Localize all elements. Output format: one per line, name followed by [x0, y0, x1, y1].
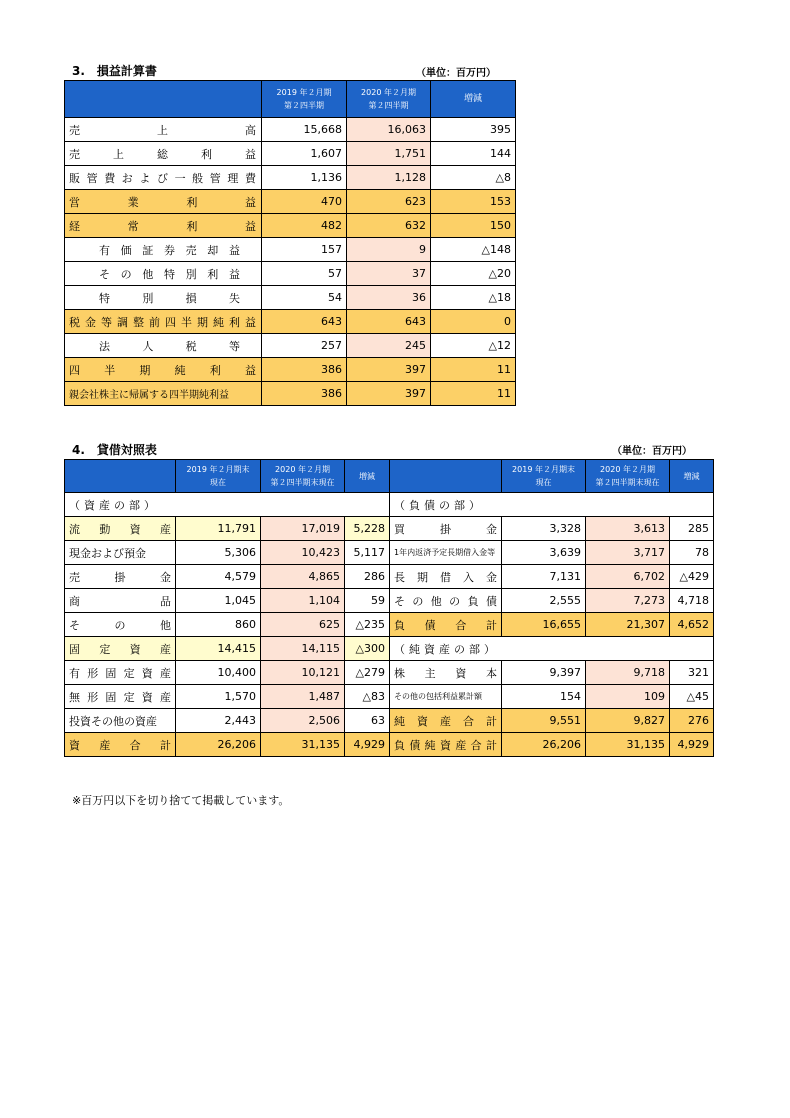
right-section-head [390, 493, 714, 517]
left-value-c: 286 [345, 565, 390, 589]
pl-title: 3. 損益計算書 [72, 64, 157, 78]
right-value-a: 3,639 [502, 541, 586, 565]
pl-row [65, 238, 516, 262]
left-row-label [65, 541, 176, 565]
bs-header-blank-right [390, 460, 502, 493]
left-row-label-text: 固 定 資 産 [69, 642, 171, 656]
left-row-label [65, 661, 176, 685]
pl-value-c: △148 [431, 238, 516, 262]
left-value-a: 2,443 [176, 709, 261, 733]
right-value-c: 78 [670, 541, 714, 565]
right-row-label-text: 1年内返済予定長期借入金等 [394, 548, 496, 557]
bs-row [65, 637, 714, 661]
pl-header-diff: 増減 [431, 81, 516, 118]
pl-value-a: 470 [262, 190, 347, 214]
right-row-label [390, 733, 502, 757]
right-section-head-text: （純資産の部） [394, 642, 499, 656]
pl-row-label-text: 税 金 等 調 整 前 四 半 期 純 利 益 [69, 315, 256, 329]
right-row-label-text: 負 債 純 資 産 合 計 [394, 738, 497, 752]
right-value-a: 3,328 [502, 517, 586, 541]
pl-row-label-text: 親会社株主に帰属する四半期純利益 [69, 390, 229, 401]
footnote: ※百万円以下を切り捨てて掲載しています。 [72, 794, 290, 807]
pl-row-label-text: 特 別 損 失 [99, 291, 240, 305]
left-value-a: 1,570 [176, 685, 261, 709]
bs-row [65, 733, 714, 757]
pl-row [65, 358, 516, 382]
pl-value-a: 54 [262, 286, 347, 310]
pl-row [65, 166, 516, 190]
left-value-b: 1,104 [261, 589, 345, 613]
right-value-a: 7,131 [502, 565, 586, 589]
right-value-a: 154 [502, 685, 586, 709]
right-row-label-text: そ の 他 の 負 債 [394, 594, 497, 608]
left-value-b: 4,865 [261, 565, 345, 589]
bs-header-curr-right: 2020 年２月期 第２四半期末現在 [586, 460, 670, 493]
right-value-a: 26,206 [502, 733, 586, 757]
right-value-c: △429 [670, 565, 714, 589]
left-row-label [65, 589, 176, 613]
pl-row-label [65, 358, 262, 382]
pl-row-label [65, 142, 262, 166]
pl-value-c: 11 [431, 358, 516, 382]
pl-row [65, 214, 516, 238]
left-row-label-text: 資 産 合 計 [69, 738, 171, 752]
right-row-label [390, 709, 502, 733]
balance-sheet-table [64, 459, 714, 757]
bs-header-prev-right: 2019 年２月期末 現在 [502, 460, 586, 493]
right-row-label-text: 株 主 資 本 [394, 666, 497, 680]
pl-value-c: △8 [431, 166, 516, 190]
right-row-label-text: 純 資 産 合 計 [394, 714, 497, 728]
bs-header-prev-left: 2019 年２月期末 現在 [176, 460, 261, 493]
pl-unit: （単位：百万円） [416, 68, 496, 79]
pl-row-label [65, 334, 262, 358]
pl-value-b: 397 [347, 358, 431, 382]
bs-row [65, 589, 714, 613]
pl-row [65, 142, 516, 166]
pl-value-c: △18 [431, 286, 516, 310]
pl-value-c: 11 [431, 382, 516, 406]
pl-row-label-text: 売 上 総 利 益 [69, 147, 256, 161]
pl-row [65, 310, 516, 334]
left-value-b: 14,115 [261, 637, 345, 661]
pl-value-a: 257 [262, 334, 347, 358]
left-value-c: 59 [345, 589, 390, 613]
pl-value-c: 150 [431, 214, 516, 238]
pl-value-a: 57 [262, 262, 347, 286]
pl-row [65, 382, 516, 406]
right-value-b: 109 [586, 685, 670, 709]
left-row-label [65, 565, 176, 589]
pl-value-a: 643 [262, 310, 347, 334]
pl-row-label [65, 286, 262, 310]
pl-value-c: 0 [431, 310, 516, 334]
pl-value-b: 397 [347, 382, 431, 406]
right-value-b: 31,135 [586, 733, 670, 757]
pl-value-b: 623 [347, 190, 431, 214]
left-row-label-text: 売 掛 金 [69, 570, 171, 584]
right-value-a: 9,397 [502, 661, 586, 685]
pl-row-label [65, 118, 262, 142]
right-row-label-text: 買 掛 金 [394, 522, 497, 536]
pl-value-b: 16,063 [347, 118, 431, 142]
bs-row [65, 541, 714, 565]
pl-row-label [65, 238, 262, 262]
bs-row [65, 613, 714, 637]
pl-header-blank [65, 81, 262, 118]
pl-row-label [65, 262, 262, 286]
pl-value-a: 482 [262, 214, 347, 238]
pl-value-b: 245 [347, 334, 431, 358]
pl-row-label-text: そ の 他 特 別 利 益 [99, 267, 240, 281]
left-value-b: 10,121 [261, 661, 345, 685]
pl-value-a: 157 [262, 238, 347, 262]
left-row-label [65, 709, 176, 733]
pl-value-a: 15,668 [262, 118, 347, 142]
right-value-b: 3,717 [586, 541, 670, 565]
pl-row [65, 190, 516, 214]
right-value-c: 4,652 [670, 613, 714, 637]
pl-value-c: 395 [431, 118, 516, 142]
left-row-label [65, 517, 176, 541]
right-row-label-text: その他の包括利益累計額 [394, 692, 482, 701]
pl-header-prev: 2019 年２月期 第２四半期 [262, 81, 347, 118]
left-value-b: 1,487 [261, 685, 345, 709]
bs-title: 4. 貸借対照表 [72, 443, 157, 457]
pl-value-b: 1,128 [347, 166, 431, 190]
right-value-b: 7,273 [586, 589, 670, 613]
right-value-c: 4,929 [670, 733, 714, 757]
right-value-c: 321 [670, 661, 714, 685]
right-value-b: 6,702 [586, 565, 670, 589]
pl-row-label-text: 販 管 費 お よ び 一 般 管 理 費 [69, 171, 256, 185]
left-row-label [65, 637, 176, 661]
left-row-label-text: 流 動 資 産 [69, 522, 171, 536]
left-row-label [65, 685, 176, 709]
pl-row-label-text: 有 価 証 券 売 却 益 [99, 243, 240, 257]
pl-value-a: 1,136 [262, 166, 347, 190]
pl-row-label-text: 四 半 期 純 利 益 [69, 363, 256, 377]
left-section-head [65, 493, 390, 517]
right-row-label [390, 589, 502, 613]
pl-row-label [65, 214, 262, 238]
left-row-label [65, 613, 176, 637]
left-value-a: 4,579 [176, 565, 261, 589]
bs-header-blank-left [65, 460, 176, 493]
pl-row-label-text: 法 人 税 等 [99, 339, 240, 353]
pl-value-c: △20 [431, 262, 516, 286]
pl-value-c: △12 [431, 334, 516, 358]
left-value-c: 4,929 [345, 733, 390, 757]
right-row-label [390, 517, 502, 541]
right-row-label [390, 541, 502, 565]
right-section-head-text: （負債の部） [394, 498, 484, 512]
right-value-a: 16,655 [502, 613, 586, 637]
left-value-b: 625 [261, 613, 345, 637]
left-row-label-text: 無 形 固 定 資 産 [69, 690, 171, 704]
left-value-b: 10,423 [261, 541, 345, 565]
pl-header-curr: 2020 年２月期 第２四半期 [347, 81, 431, 118]
left-row-label-text: 現金および預金 [69, 546, 146, 560]
pl-row [65, 286, 516, 310]
left-row-label-text: 商 品 [69, 594, 171, 608]
right-value-c: 276 [670, 709, 714, 733]
right-row-label [390, 613, 502, 637]
pl-row-label [65, 166, 262, 190]
left-section-head-text: （資産の部） [69, 498, 159, 512]
pl-value-c: 144 [431, 142, 516, 166]
left-value-b: 17,019 [261, 517, 345, 541]
left-value-b: 31,135 [261, 733, 345, 757]
pl-value-c: 153 [431, 190, 516, 214]
right-value-a: 2,555 [502, 589, 586, 613]
right-row-label-text: 負 債 合 計 [394, 618, 497, 632]
right-value-c: △45 [670, 685, 714, 709]
right-value-a: 9,551 [502, 709, 586, 733]
pl-row-label-text: 営 業 利 益 [69, 195, 256, 209]
pl-value-b: 9 [347, 238, 431, 262]
right-row-label [390, 661, 502, 685]
pl-row [65, 118, 516, 142]
pl-value-a: 386 [262, 358, 347, 382]
pl-row [65, 262, 516, 286]
left-value-a: 14,415 [176, 637, 261, 661]
pl-row-label [65, 190, 262, 214]
left-value-c: 63 [345, 709, 390, 733]
bs-row [65, 565, 714, 589]
left-row-label-text: 投資その他の資産 [69, 714, 157, 728]
pl-row-label [65, 382, 262, 406]
bs-header-diff-right: 増減 [670, 460, 714, 493]
left-value-c: △300 [345, 637, 390, 661]
income-statement-table [64, 80, 516, 406]
left-value-a: 5,306 [176, 541, 261, 565]
right-row-label [390, 565, 502, 589]
pl-value-b: 632 [347, 214, 431, 238]
bs-row [65, 661, 714, 685]
left-value-a: 26,206 [176, 733, 261, 757]
right-value-b: 9,827 [586, 709, 670, 733]
bs-header-diff-left: 増減 [345, 460, 390, 493]
bs-row [65, 517, 714, 541]
left-row-label-text: そ の 他 [69, 618, 171, 632]
right-row-label [390, 685, 502, 709]
pl-value-b: 1,751 [347, 142, 431, 166]
bs-unit: （単位：百万円） [612, 446, 692, 457]
left-row-label-text: 有 形 固 定 資 産 [69, 666, 171, 680]
right-value-b: 21,307 [586, 613, 670, 637]
pl-row [65, 334, 516, 358]
pl-value-b: 643 [347, 310, 431, 334]
left-value-b: 2,506 [261, 709, 345, 733]
right-value-b: 9,718 [586, 661, 670, 685]
left-value-c: △235 [345, 613, 390, 637]
pl-value-a: 386 [262, 382, 347, 406]
pl-row-label [65, 310, 262, 334]
left-value-c: △279 [345, 661, 390, 685]
right-value-c: 4,718 [670, 589, 714, 613]
bs-row [65, 685, 714, 709]
right-section-head [390, 637, 714, 661]
left-value-c: 5,228 [345, 517, 390, 541]
left-value-c: 5,117 [345, 541, 390, 565]
left-value-a: 10,400 [176, 661, 261, 685]
pl-row-label-text: 売 上 高 [69, 123, 256, 137]
left-value-c: △83 [345, 685, 390, 709]
right-value-c: 285 [670, 517, 714, 541]
left-value-a: 11,791 [176, 517, 261, 541]
left-value-a: 1,045 [176, 589, 261, 613]
pl-value-a: 1,607 [262, 142, 347, 166]
bs-row [65, 493, 714, 517]
pl-value-b: 37 [347, 262, 431, 286]
right-value-b: 3,613 [586, 517, 670, 541]
pl-row-label-text: 経 常 利 益 [69, 219, 256, 233]
bs-row [65, 709, 714, 733]
left-value-a: 860 [176, 613, 261, 637]
left-row-label [65, 733, 176, 757]
right-row-label-text: 長 期 借 入 金 [394, 570, 497, 584]
bs-header-curr-left: 2020 年２月期 第２四半期末現在 [261, 460, 345, 493]
pl-value-b: 36 [347, 286, 431, 310]
